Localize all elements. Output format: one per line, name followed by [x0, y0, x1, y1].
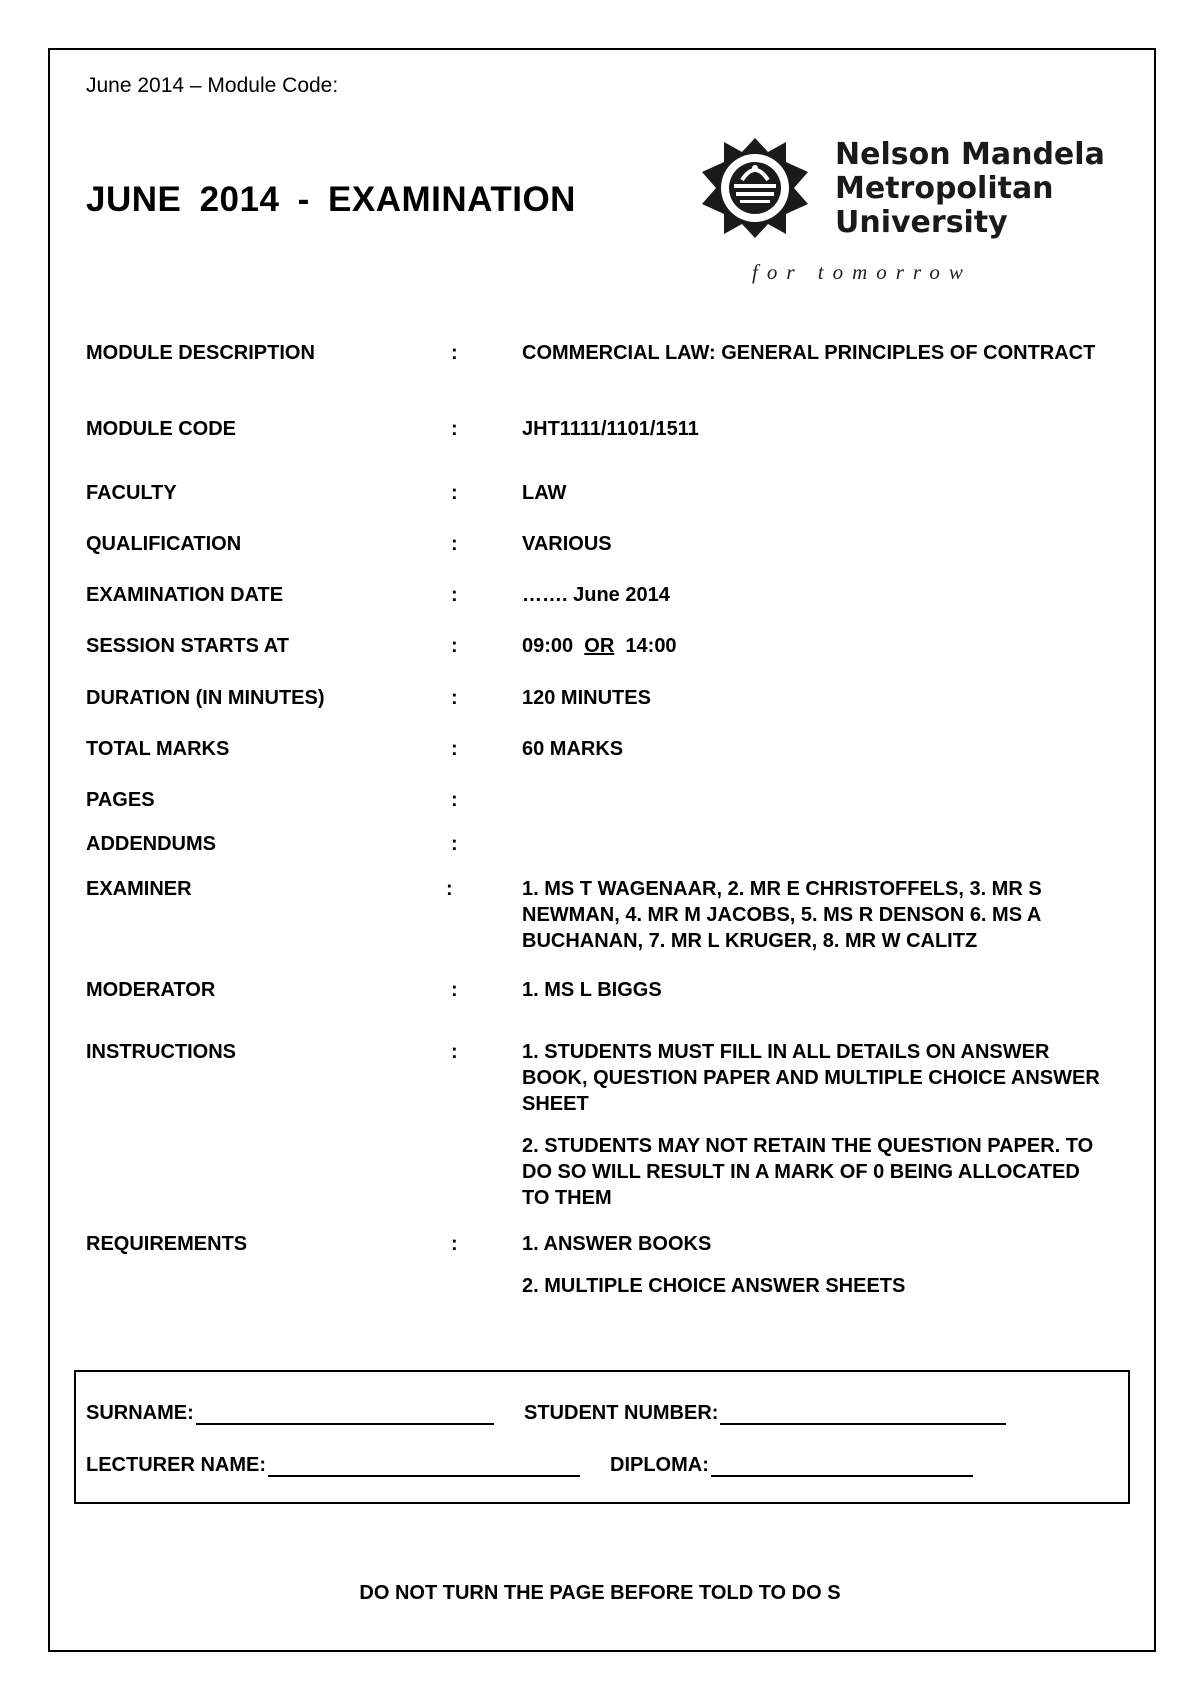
session-time-afternoon: 14:00 — [625, 635, 677, 657]
instruction-item: 1. STUDENTS MUST FILL IN ALL DETAILS ON ANSWER BOOK, QUESTION PAPER AND MULTIPLE CHOICE ANSWER SHEET — [522, 1041, 1100, 1115]
detail-colon: : — [451, 1233, 458, 1255]
running-header: June 2014 – Module Code: — [86, 74, 339, 97]
detail-value: 60 MARKS — [522, 738, 624, 760]
detail-value — [522, 1231, 1102, 1299]
detail-label: FACULTY — [86, 482, 177, 504]
detail-value: COMMERCIAL LAW: GENERAL PRINCIPLES OF CONTRACT — [522, 342, 1096, 364]
lecturer-name-label: LECTURER NAME: — [86, 1454, 266, 1476]
detail-value — [522, 1039, 1102, 1211]
detail-label: PAGES — [86, 789, 155, 811]
surname-blank[interactable] — [196, 1403, 494, 1425]
student-number-label: STUDENT NUMBER: — [524, 1402, 719, 1424]
lecturer-name-field[interactable] — [86, 1454, 580, 1477]
student-number-blank[interactable] — [720, 1403, 1006, 1425]
detail-colon: : — [446, 878, 453, 900]
student-details-box — [74, 1370, 1130, 1504]
detail-label: MODERATOR — [86, 979, 216, 1001]
university-emblem-icon — [690, 130, 820, 246]
session-time-morning: 09:00 — [522, 635, 574, 657]
detail-value — [522, 633, 1102, 659]
diploma-blank[interactable] — [711, 1455, 973, 1477]
session-or: OR — [584, 635, 615, 657]
requirement-item: 1. ANSWER BOOKS — [522, 1233, 712, 1255]
detail-colon: : — [451, 789, 458, 811]
university-name-line-1: Nelson Mandela — [835, 137, 1105, 172]
detail-label: MODULE CODE — [86, 418, 236, 440]
detail-label: ADDENDUMS — [86, 833, 216, 855]
detail-value: ……. June 2014 — [522, 584, 670, 606]
detail-colon: : — [451, 979, 458, 1001]
detail-colon: : — [451, 584, 458, 606]
detail-colon: : — [451, 533, 458, 555]
surname-field[interactable] — [86, 1402, 494, 1425]
surname-label: SURNAME: — [86, 1402, 194, 1424]
detail-label: INSTRUCTIONS — [86, 1041, 236, 1063]
diploma-label: DIPLOMA: — [610, 1454, 709, 1476]
detail-label: MODULE DESCRIPTION — [86, 342, 315, 364]
detail-value: 120 MINUTES — [522, 687, 651, 709]
university-logo — [690, 130, 1105, 290]
detail-colon: : — [451, 833, 458, 855]
detail-colon: : — [451, 342, 458, 364]
detail-colon: : — [451, 482, 458, 504]
detail-value: LAW — [522, 482, 567, 504]
detail-label: EXAMINER — [86, 878, 192, 900]
detail-label: SESSION STARTS AT — [86, 635, 289, 657]
detail-colon: : — [451, 635, 458, 657]
detail-label: QUALIFICATION — [86, 533, 242, 555]
detail-colon: : — [451, 418, 458, 440]
lecturer-name-blank[interactable] — [268, 1455, 580, 1477]
detail-value: 1. MS T WAGENAAR, 2. MR E CHRISTOFFELS, 3. MR S NEWMAN, 4. MR M JACOBS, 5. MS R DENSON 6. MS A BUCHANAN, 7. MR L KRUGER, 8. MR W CALITZ — [522, 878, 1042, 952]
detail-label: DURATION (IN MINUTES) — [86, 687, 325, 709]
detail-colon: : — [451, 738, 458, 760]
detail-value: 1. MS L BIGGS — [522, 979, 662, 1001]
student-number-field[interactable] — [524, 1402, 1006, 1425]
detail-value: JHT1111/1101/1511 — [522, 418, 699, 440]
requirement-item: 2. MULTIPLE CHOICE ANSWER SHEETS — [522, 1275, 906, 1297]
footer-warning: DO NOT TURN THE PAGE BEFORE TOLD TO DO S — [359, 1582, 841, 1604]
instruction-item: 2. STUDENTS MAY NOT RETAIN THE QUESTION PAPER. TO DO SO WILL RESULT IN A MARK OF 0 BEING ALLOCATED TO THEM — [522, 1135, 1094, 1209]
exam-title: JUNE 2014 - EXAMINATION — [86, 180, 576, 219]
detail-label: EXAMINATION DATE — [86, 584, 284, 606]
detail-label: REQUIREMENTS — [86, 1233, 248, 1255]
detail-colon: : — [451, 1041, 458, 1063]
diploma-field[interactable] — [610, 1454, 973, 1477]
detail-value: VARIOUS — [522, 533, 612, 555]
detail-label: TOTAL MARKS — [86, 738, 230, 760]
university-name-line-3: University — [835, 205, 1008, 240]
detail-colon: : — [451, 687, 458, 709]
university-tagline: for tomorrow — [752, 260, 972, 284]
university-name — [835, 138, 1105, 240]
university-name-line-2: Metropolitan — [835, 171, 1054, 206]
